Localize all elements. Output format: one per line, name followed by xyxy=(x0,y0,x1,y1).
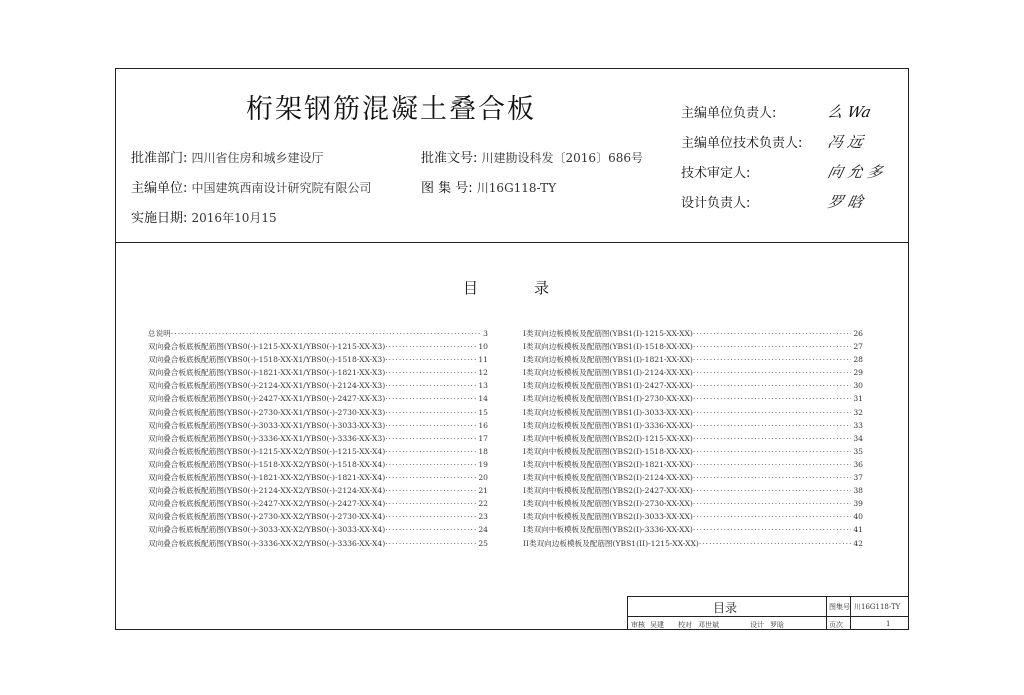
title-block-row-divider xyxy=(628,616,909,617)
approval-dept-label: 批准部门: xyxy=(131,151,188,166)
toc-entry-page: 11 xyxy=(478,355,488,365)
toc-heading-right: 录 xyxy=(534,279,550,297)
toc-entry-leader xyxy=(385,523,476,536)
toc-entry-leader xyxy=(385,471,476,484)
toc-entry-leader xyxy=(385,406,476,419)
toc-entry-page: 27 xyxy=(853,342,863,352)
toc-entry-title: I类双向中板模板及配筋图(YBS2(I)-2124-XX-XX) xyxy=(523,473,693,483)
toc-entry xyxy=(523,379,863,392)
toc-entry-title: I类双向中板模板及配筋图(YBS2(I)-2730-XX-XX) xyxy=(523,499,693,509)
toc-entry-title: I类双向边板模板及配筋图(YBS1(I)-2427-XX-XX) xyxy=(523,381,693,391)
toc-entry-page: 25 xyxy=(478,538,488,548)
toc-entry-page: 30 xyxy=(853,381,863,391)
toc-entry-page: 3 xyxy=(483,329,488,338)
toc-entry-leader xyxy=(385,537,476,550)
toc-entry xyxy=(148,392,488,405)
toc-entry-title: 双向叠合板底板配筋图(YBS0(-)-1215-XX-X1/YBS0(-)-1215-XX-X3) xyxy=(148,342,386,352)
toc-entry-title: I类双向中板模板及配筋图(YBS2(I)-3033-XX-XX) xyxy=(523,512,693,522)
toc-entry-title: I类双向中板模板及配筋图(YBS2(I)-3336-XX-XX) xyxy=(523,525,693,535)
title-block-page-label: 页次 xyxy=(829,621,843,629)
title-block-design-name: 罗晗 xyxy=(770,621,784,629)
toc-heading-left: 目 xyxy=(463,279,479,297)
sig-label-tech-head: 主编单位技术负责人: xyxy=(681,136,803,151)
toc-entry xyxy=(523,432,863,445)
toc-entry-leader xyxy=(699,537,851,550)
toc-entry-page: 20 xyxy=(478,473,488,483)
toc-entry xyxy=(148,340,488,353)
toc-entry-page: 36 xyxy=(853,459,863,469)
toc-entry-leader xyxy=(693,458,851,471)
toc-entry xyxy=(523,392,863,405)
toc-entry-page: 31 xyxy=(853,394,863,404)
toc-entry-title: 双向叠合板底板配筋图(YBS0(-)-1821-XX-X2/YBS0(-)-1821-XX-X4) xyxy=(148,473,386,483)
approval-doc-label: 批准文号: xyxy=(421,151,478,166)
toc-entry-page: 38 xyxy=(853,486,863,496)
toc-entry-page: 18 xyxy=(478,446,488,456)
toc-entry-title: I类双向边板模板及配筋图(YBS1(I)-2730-XX-XX) xyxy=(523,394,693,404)
impl-date-label: 实施日期: xyxy=(131,211,188,226)
toc-entry-title: 双向叠合板底板配筋图(YBS0(-)-2427-XX-X2/YBS0(-)-2427-XX-X4) xyxy=(148,499,386,509)
toc-entry-page: 28 xyxy=(853,355,863,365)
title-block-atlas-value: 川16G118-TY xyxy=(854,603,901,611)
toc-entry-title: II类双向边板模板及配筋图(YBS1(II)-1215-XX-XX) xyxy=(523,538,699,548)
sig-tech-head: 冯 远 xyxy=(825,133,865,151)
toc-entry-leader xyxy=(693,523,851,536)
toc-entry-leader xyxy=(171,327,481,340)
impl-date xyxy=(131,207,277,226)
toc-entry xyxy=(523,340,863,353)
toc-entry-leader xyxy=(693,419,851,432)
toc-entry-leader xyxy=(693,353,851,366)
toc-entry xyxy=(523,471,863,484)
toc-entry-page: 23 xyxy=(478,512,488,522)
toc-entry-page: 21 xyxy=(478,486,488,496)
title-block-col-divider xyxy=(826,597,827,630)
toc-entry-page: 42 xyxy=(853,538,863,548)
toc-entry-leader xyxy=(385,458,476,471)
toc-entry xyxy=(523,445,863,458)
title-block-review-name: 吴建 xyxy=(650,621,664,629)
toc-entry-title: 双向叠合板底板配筋图(YBS0(-)-3033-XX-X2/YBS0(-)-3033-XX-X4) xyxy=(148,525,386,535)
toc-entry-leader xyxy=(693,432,851,445)
sig-label-reviewer: 技术审定人: xyxy=(681,166,751,181)
toc-entry-leader xyxy=(693,406,851,419)
editor-unit-value: 中国建筑西南设计研究院有限公司 xyxy=(191,181,372,195)
toc-entry-page: 35 xyxy=(853,446,863,456)
toc-entry xyxy=(148,327,488,340)
toc-entry xyxy=(148,406,488,419)
approval-dept xyxy=(131,147,324,166)
toc-entry-title: I类双向边板模板及配筋图(YBS1(I)-3336-XX-XX) xyxy=(523,420,693,430)
toc-list-left xyxy=(148,327,488,550)
toc-entry-page: 41 xyxy=(853,525,863,535)
toc-entry-title: 双向叠合板底板配筋图(YBS0(-)-2730-XX-X1/YBS0(-)-2730-XX-X3) xyxy=(148,407,386,417)
sig-designer: 罗 晗 xyxy=(825,193,865,211)
toc-entry xyxy=(523,510,863,523)
toc-entry-leader xyxy=(693,497,851,510)
sig-editor-head: 么 Wa xyxy=(825,103,873,121)
toc-entry-title: 双向叠合板底板配筋图(YBS0(-)-2427-XX-X1/YBS0(-)-2427-XX-X3) xyxy=(148,394,386,404)
toc-entry-page: 10 xyxy=(478,342,488,352)
toc-entry-title: 双向叠合板底板配筋图(YBS0(-)-3033-XX-X1/YBS0(-)-3033-XX-X3) xyxy=(148,420,386,430)
toc-entry-page: 32 xyxy=(853,407,863,417)
toc-entry xyxy=(148,366,488,379)
sig-label-designer: 设计负责人: xyxy=(681,196,751,211)
header-divider xyxy=(116,242,908,243)
atlas-no-value: 川16G118-TY xyxy=(476,181,557,195)
title-block-atlas-label: 图集号 xyxy=(829,603,850,611)
toc-entry xyxy=(148,497,488,510)
toc-entry-leader xyxy=(385,497,476,510)
toc-entry-leader xyxy=(385,484,476,497)
toc-entry-leader xyxy=(693,327,851,340)
page-title: 桁架钢筋混凝土叠合板 xyxy=(246,94,536,125)
toc-entry-title: I类双向边板模板及配筋图(YBS1(I)-1215-XX-XX) xyxy=(523,329,693,338)
toc-entry-title: I类双向中板模板及配筋图(YBS2(I)-1215-XX-XX) xyxy=(523,433,693,443)
toc-entry-title: 双向叠合板底板配筋图(YBS0(-)-2124-XX-X1/YBS0(-)-2124-XX-X3) xyxy=(148,381,386,391)
toc-entry xyxy=(523,484,863,497)
toc-entry-title: I类双向边板模板及配筋图(YBS1(I)-1821-XX-XX) xyxy=(523,355,693,365)
toc-entry-leader xyxy=(385,340,476,353)
toc-entry-title: 双向叠合板底板配筋图(YBS0(-)-3336-XX-X2/YBS0(-)-3336-XX-X4) xyxy=(148,538,386,548)
title-block xyxy=(627,596,909,630)
toc-entry-leader xyxy=(385,379,476,392)
toc-entry-title: 双向叠合板底板配筋图(YBS0(-)-1518-XX-X2/YBS0(-)-1518-XX-X4) xyxy=(148,459,386,469)
toc-entry-title: I类双向边板模板及配筋图(YBS1(I)-1518-XX-XX) xyxy=(523,342,693,352)
toc-entry-leader xyxy=(693,510,851,523)
title-block-page-value: 1 xyxy=(886,620,891,628)
toc-entry-page: 29 xyxy=(853,368,863,378)
title-block-check-name: 邓世斌 xyxy=(698,621,719,629)
toc-entry-page: 39 xyxy=(853,499,863,509)
toc-entry xyxy=(523,497,863,510)
toc-entry-page: 33 xyxy=(853,420,863,430)
toc-entry xyxy=(523,419,863,432)
toc-entry-leader xyxy=(385,510,476,523)
toc-entry-leader xyxy=(385,445,476,458)
toc-entry-title: 双向叠合板底板配筋图(YBS0(-)-1821-XX-X1/YBS0(-)-1821-XX-X3) xyxy=(148,368,386,378)
toc-entry-title: I类双向中板模板及配筋图(YBS2(I)-1518-XX-XX) xyxy=(523,446,693,456)
toc-entry xyxy=(148,471,488,484)
toc-entry-page: 22 xyxy=(478,499,488,509)
toc-entry-leader xyxy=(693,484,851,497)
toc-entry xyxy=(523,523,863,536)
toc-entry-leader xyxy=(693,445,851,458)
editor-unit xyxy=(131,177,372,196)
toc-entry-title: I类双向中板模板及配筋图(YBS2(I)-1821-XX-XX) xyxy=(523,459,693,469)
atlas-no-label: 图 集 号: xyxy=(421,181,473,196)
editor-unit-label: 主编单位: xyxy=(131,181,188,196)
toc-entry xyxy=(523,537,863,550)
toc-entry-title: 双向叠合板底板配筋图(YBS0(-)-1215-XX-X2/YBS0(-)-1215-XX-X4) xyxy=(148,446,386,456)
toc-entry-title: 双向叠合板底板配筋图(YBS0(-)-3336-XX-X1/YBS0(-)-3336-XX-X3) xyxy=(148,433,386,443)
title-block-design-label: 设计 xyxy=(750,621,764,629)
toc-entry xyxy=(148,419,488,432)
toc-entry-title: 双向叠合板底板配筋图(YBS0(-)-1518-XX-X1/YBS0(-)-1518-XX-X3) xyxy=(148,355,386,365)
sig-label-editor-head: 主编单位负责人: xyxy=(681,106,777,121)
title-block-title: 目录 xyxy=(713,601,738,615)
toc-entry-title: 总说明 xyxy=(148,329,171,338)
approval-doc-value: 川建勘设科发〔2016〕686号 xyxy=(481,151,643,165)
toc-entry-page: 13 xyxy=(478,381,488,391)
toc-entry-page: 24 xyxy=(478,525,488,535)
toc-entry xyxy=(523,458,863,471)
toc-entry-page: 17 xyxy=(478,433,488,443)
toc-entry xyxy=(523,353,863,366)
toc-entry-title: 双向叠合板底板配筋图(YBS0(-)-2124-XX-X2/YBS0(-)-2124-XX-X4) xyxy=(148,486,386,496)
toc-entry-page: 19 xyxy=(478,459,488,469)
toc-entry-page: 26 xyxy=(853,329,863,338)
toc-entry-page: 14 xyxy=(478,394,488,404)
toc-entry-page: 12 xyxy=(478,368,488,378)
drawing-frame xyxy=(115,68,909,630)
toc-entry-page: 37 xyxy=(853,473,863,483)
toc-entry-leader xyxy=(385,366,476,379)
toc-entry xyxy=(523,327,863,340)
toc-list-right xyxy=(523,327,863,550)
toc-entry-title: I类双向中板模板及配筋图(YBS2(I)-2427-XX-XX) xyxy=(523,486,693,496)
toc-entry-leader xyxy=(693,340,851,353)
impl-date-value: 2016年10月15 xyxy=(191,211,277,225)
approval-dept-value: 四川省住房和城乡建设厅 xyxy=(191,151,324,165)
toc-entry-title: I类双向边板模板及配筋图(YBS1(I)-2124-XX-XX) xyxy=(523,368,693,378)
toc-entry-leader xyxy=(693,379,851,392)
toc-entry-leader xyxy=(693,471,851,484)
atlas-no xyxy=(421,177,556,196)
toc-entry-page: 16 xyxy=(478,420,488,430)
toc-entry xyxy=(148,445,488,458)
toc-entry xyxy=(148,484,488,497)
toc-entry-leader xyxy=(385,353,476,366)
toc-entry xyxy=(148,537,488,550)
title-block-review-label: 审核 xyxy=(631,621,645,629)
toc-entry-title: I类双向边板模板及配筋图(YBS1(I)-3033-XX-XX) xyxy=(523,407,693,417)
toc-entry-page: 40 xyxy=(853,512,863,522)
title-block-check-label: 校对 xyxy=(678,621,692,629)
title-block-col-divider xyxy=(850,597,851,630)
toc-entry xyxy=(148,523,488,536)
toc-entry-leader xyxy=(693,392,851,405)
toc-entry-leader xyxy=(693,366,851,379)
toc-entry-title: 双向叠合板底板配筋图(YBS0(-)-2730-XX-X2/YBS0(-)-2730-XX-X4) xyxy=(148,512,386,522)
toc-entry xyxy=(523,406,863,419)
toc-entry-leader xyxy=(385,392,476,405)
toc-entry-leader xyxy=(385,432,476,445)
sig-reviewer: 向 允 多 xyxy=(825,163,885,181)
toc-entry xyxy=(523,366,863,379)
toc-entry xyxy=(148,510,488,523)
toc-entry xyxy=(148,379,488,392)
toc-entry-page: 15 xyxy=(478,407,488,417)
approval-doc xyxy=(421,147,643,166)
toc-entry xyxy=(148,353,488,366)
toc-entry xyxy=(148,458,488,471)
toc-entry-leader xyxy=(385,419,476,432)
toc-entry-page: 34 xyxy=(853,433,863,443)
toc-entry xyxy=(148,432,488,445)
